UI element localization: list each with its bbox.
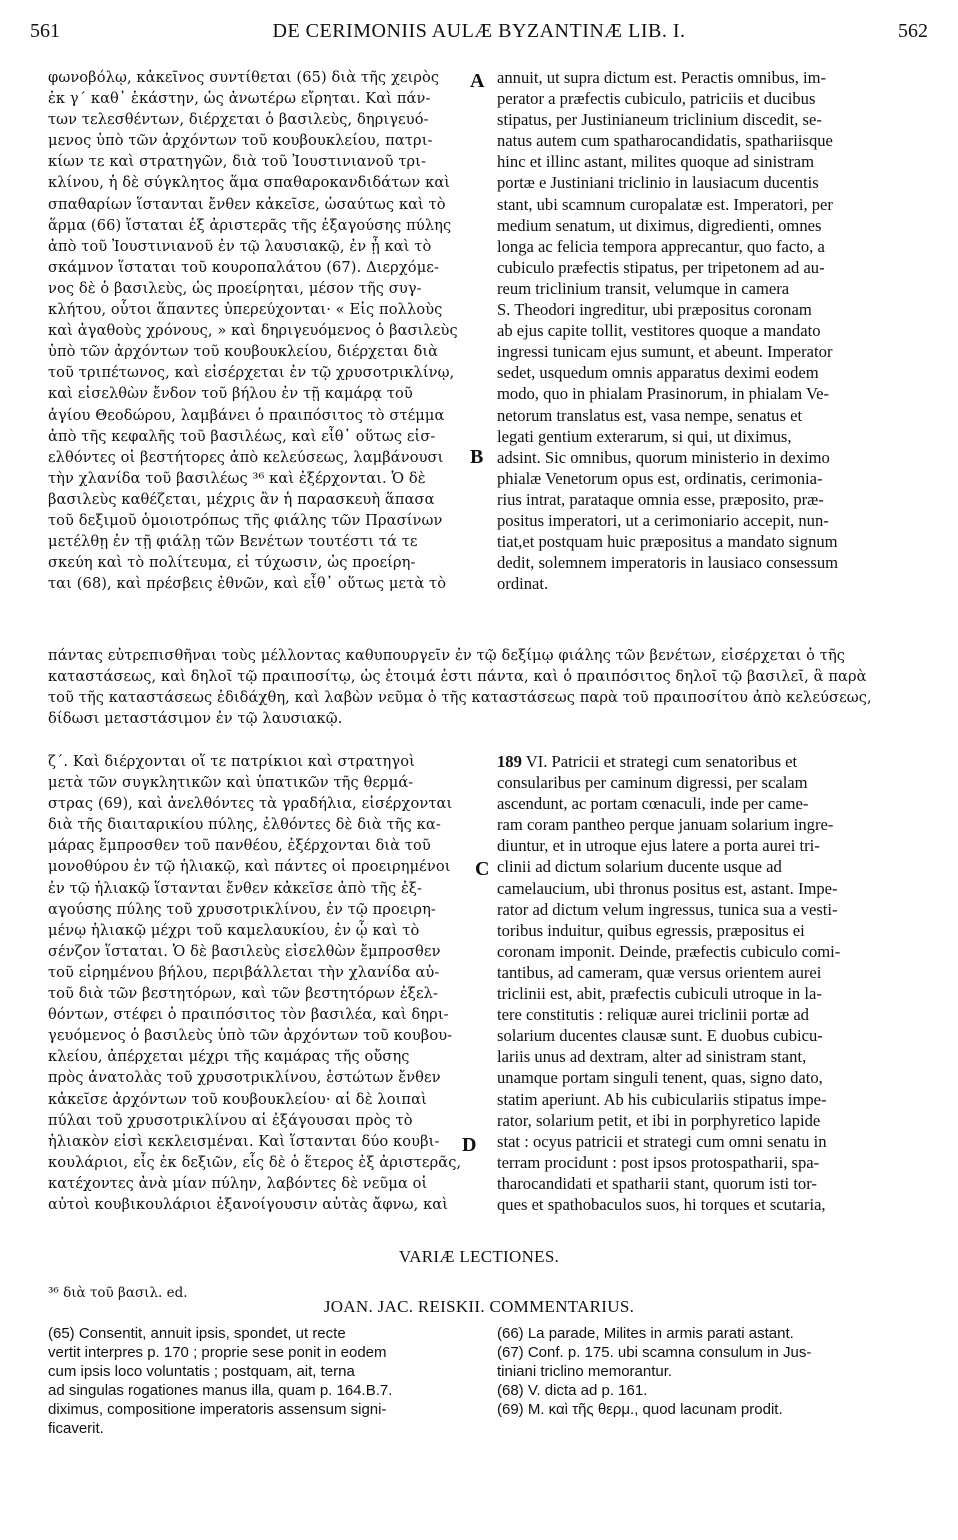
greek-text-line: καταστάσεως, καὶ δηλοῖ τῷ πραιποσίτῳ, ὡς ἑτοιμά ἐστι πάντα, καὶ ὁ πραιπόσιτος δηλοῖ τῷ βασιλεῖ, ἃ παρὰ (48, 668, 867, 685)
greek-text-line: φωνοβόλῳ, κἀκεῖνος συντίθεται (65) διὰ τῆς χειρὸς (48, 69, 440, 86)
latin-text-line: dedit, solemnem imperatoris in lausiaco consessum (497, 553, 839, 573)
latin-text-line: ascendunt, ac portam cœnaculi, inde per came- (497, 794, 809, 814)
latin-text-line: adsint. Sic omnibus, quorum ministerio in deximo (497, 447, 830, 467)
latin-text-line: rator, solarium petit, et ibi in porphyretico lapide (497, 1110, 821, 1130)
commentary-note-line: (66) La parade, Milites in armis parati astant. (497, 1325, 794, 1342)
greek-text-line: σκάμνον ἵσταται τοῦ κουροπαλάτου (67). Διερχόμε- (48, 258, 439, 276)
latin-text-line: camelaucium, ubi thronus positus est, astant. Impe- (497, 878, 838, 898)
greek-text-line: τοῦ διὰ τῶν βεστητόρων, καὶ τῶν βεστητόρων ἐξελ- (48, 985, 438, 1003)
greek-text-line: ἐν τῷ ἡλιακῷ ἵστανται ἔνθεν κἀκεῖσε ἀπὸ τῆς ἐξ- (48, 879, 423, 897)
greek-text-line: ται (68), καὶ πρέσβεις ἐθνῶν, καὶ εἶθ᾽ οὕτως μετὰ τὸ (48, 575, 447, 593)
greek-text-line: κλήτου, οὗτοι ἅπαντες ὑπερεύχονται· « Εἰς πολλοὺς (48, 301, 443, 319)
latin-column-bottom (497, 751, 927, 1214)
latin-text-line: perator a præfectis cubiculo, patriciis et ducibus (497, 89, 816, 109)
commentary-note-line: (68) V. dicta ad p. 161. (497, 1382, 648, 1399)
latin-text-line: positus imperatori, ut a cerimoniario accepit, nun- (497, 510, 829, 530)
latin-column-top (497, 67, 927, 594)
section-number: 189 (497, 752, 522, 771)
greek-text-line: ἀπὸ τοῦ Ἰουστινιανοῦ ἐν τῷ λαυσιακῷ, ἐν ᾗ καὶ τὸ (48, 237, 432, 255)
commentary-note-line: ad singulas rogationes manus illa, quam p. 164.B.7. (48, 1382, 393, 1399)
greek-text-line: κίων τε καὶ στρατηγῶν, διὰ τοῦ Ἰουστινιανοῦ τρι- (48, 153, 427, 171)
section-vi-first-text: VI. Patricii et strategi cum senatoribus et (521, 752, 798, 771)
latin-text-line: ques et spathobaculos suos, hi torques et scutaria, (497, 1194, 826, 1214)
latin-text-line: coronam imponit. Deinde, præfectis cubiculo comi- (497, 941, 841, 961)
greek-text-line: τὴν χλανίδα τοῦ βασιλέως ³⁶ καὶ ἐξέρχονται. Ὁ δὲ (48, 469, 426, 487)
latin-text-line: portæ e Justiniani triclinio in lausiacum ducentis (497, 173, 819, 193)
latin-text-line: medium senatum, ut diximus, digredienti, omnes (497, 215, 822, 235)
latin-text-line: tere constitutis : reliquæ aurei triclinii portæ ad (497, 1005, 809, 1025)
commentary-note-line: cum ipsis loco voluntatis ; postquam, ait, terna (48, 1363, 355, 1380)
greek-text-line: ἀπὸ τῆς κεφαλῆς τοῦ βασιλέως, καὶ εἶθ᾽ οὕτως εἰσ- (48, 427, 436, 445)
latin-text-line: legati gentium exterarum, si qui, ut diximus, (497, 426, 792, 446)
margin-letter-a: A (470, 70, 485, 92)
greek-text-line: κλείου, ἀπέρχεται μέχρι τῆς καμάρας τῆς οὔσης (48, 1048, 410, 1066)
greek-text-line: στρας (69), καὶ ἀνελθόντες τὰ γραδήλια, εἰσέρχονται (48, 795, 453, 813)
greek-text-line: καὶ εἰσελθὼν ἔνδον τοῦ βήλου ἐν τῇ καμάρᾳ τοῦ (48, 385, 413, 403)
greek-column-bottom (48, 751, 478, 1215)
commentary-notes-left (48, 1324, 392, 1438)
latin-text-line: cubiculo præfectis stipatus, per tripetonem ad au- (497, 257, 825, 277)
greek-text-line: κλίνου, ἡ δὲ σύγκλητος ἅμα σπαθαροκανδιδάτων καὶ (48, 174, 451, 192)
latin-text-line: rius intrat, parataque omnia esse, præposito, præ- (497, 489, 824, 509)
greek-text-line: κατέχοντες ἀνὰ μίαν πύλην, λαβόντες δὲ νεῦμα οἱ (48, 1174, 428, 1192)
commentary-notes-right (497, 1324, 811, 1419)
commentary-note-line: (65) Consentit, annuit ipsis, spondet, ut recte (48, 1325, 346, 1342)
commentary-note-line: vertit interpres p. 170 ; proprie sese ponit in eodem (48, 1344, 387, 1361)
latin-text-line: sedet, usquedum omnis apparatus deximi eodem (497, 363, 819, 383)
greek-text-line: μετέλθῃ ἐν τῇ φιάλῃ τῶν Βενέτων τουτέστι τά τε (48, 533, 418, 551)
greek-text-line: μονοθύρου ἐν τῷ ἡλιακῷ, καὶ πάντες οἱ προειρημένοι (48, 858, 451, 876)
variae-lectiones-heading: VARIÆ LECTIONES. (398, 1247, 560, 1266)
latin-text-line: solarium ducentes clausæ sunt. E duobus cubicu- (497, 1026, 823, 1046)
greek-text-line: ἐκ γ΄ καθ᾽ ἑκάστην, ὡς ἀνωτέρω εἴρηται. Καὶ πάν- (48, 90, 431, 108)
greek-text-line: διὰ τῆς διαιταρικίου πύλης, ἐλθόντες δὲ διὰ τῆς κα- (48, 816, 441, 834)
greek-text-line: ελθόντες οἱ βεστήτορες ἀπὸ κελεύσεως, λαμβάνουσι (48, 448, 444, 466)
latin-text-line: ingressi tunicam ejus sumunt, et abeunt. Imperator (497, 342, 833, 362)
latin-text-line: reum triclinium transit, velumque in camera (497, 278, 790, 298)
latin-text-line: ram coram pantheo perque januam solarium ingre- (497, 815, 834, 835)
greek-text-line: βασιλεὺς καθέζεται, μέχρις ἂν ἡ παρασκευὴ ἅπασα (48, 490, 435, 508)
latin-text-line: terram procidunt : post ipsos protospatharii, spa- (497, 1152, 820, 1172)
latin-text-line: tharocandidati et spatharii stant, quorum isti tor- (497, 1173, 817, 1193)
latin-text-line: triclinii est, abit, præfectis cubiculi utroque in la- (497, 984, 822, 1004)
greek-text-line: μένῳ ἡλιακῷ μέχρι τοῦ καμελαυκίου, ἐν ᾧ καὶ τὸ (48, 921, 420, 939)
greek-text-line: κἀκεῖσε ἀρχόντων τοῦ κουβουκλείου· αἱ δὲ λοιπαὶ (48, 1090, 427, 1108)
latin-text-line: clinii ad dictum solarium ducente usque ad (497, 857, 782, 877)
section-vi-first-line (497, 751, 927, 772)
running-title: DE CERIMONIIS AULÆ BYZANTINÆ LIB. I. (272, 20, 686, 42)
latin-text-line: rator ad dictum velum ingressus, tunica sua a vesti- (497, 899, 838, 919)
greek-text-line: αγούσης πύλης τοῦ χρυσοτρικλίνου, ἐν τῷ προειρη- (48, 900, 436, 918)
commentary-note-line: diximus, compositione imperatoris assensum signi- (48, 1401, 387, 1418)
latin-text-line: natus autem cum spatharocandidatis, spathariisque (497, 131, 833, 151)
greek-text-line: καὶ ἀγαθοὺς χρόνους, » καὶ δηριγευόμενος ὁ βασιλεὺς (48, 322, 458, 340)
margin-letter-c: C (475, 858, 490, 880)
latin-text-line: S. Theodori ingreditur, ubi præpositus coronam (497, 300, 812, 320)
commentary-note-line: (67) Conf. p. 175. ubi scamna consulum in Jus- (497, 1344, 812, 1361)
latin-text-line: annuit, ut supra dictum est. Peractis omnibus, im- (497, 68, 827, 87)
greek-text-line: ὑπὸ τῶν ἀρχόντων τοῦ κουβουκλείου, διέρχεται διὰ (48, 343, 439, 361)
greek-text-line: θόντων, στέφει ὁ πραιπόσιτος τὸν βασιλέα, καὶ δηρι- (48, 1006, 449, 1024)
greek-text-line: των τελεσθέντων, διέρχεται ὁ βασιλεὺς, δηριγευό- (48, 111, 429, 129)
greek-text-line: ἅρμα (66) ἵσταται ἐξ ἀριστερᾶς τῆς ἐξαγούσης πύλης (48, 216, 452, 234)
margin-letter-d: D (462, 1134, 477, 1156)
latin-text-line: unamque portam singuli tenent, quas, signo dato, (497, 1068, 823, 1088)
latin-text-line: ordinat. (497, 574, 549, 594)
latin-text-line: lariis unus ad dextram, alter ad sinistram stant, (497, 1047, 807, 1067)
latin-text-line: diuntur, et in utroque ejus latere a porta aurei tri- (497, 836, 820, 856)
variant-reading-note: ³⁶ διὰ τοῦ βασιλ. ed. (48, 1285, 188, 1301)
latin-text-line: tantibus, ad cameram, quæ versus orientem aurei (497, 962, 822, 982)
commentary-note-line: (69) M. καὶ τῆς θερμ., quod lacunam prodit. (497, 1401, 783, 1418)
greek-text-line: κουλάριοι, εἷς ἐκ δεξιῶν, εἷς δὲ ὁ ἕτερος ἐξ ἀριστερᾶς, (48, 1153, 462, 1171)
commentary-note-line: ficaverit. (48, 1420, 104, 1437)
greek-text-line: τοῦ δεξιμοῦ ὁμοιοτρόπως τῆς φιάλης τῶν Πρασίνων (48, 511, 443, 529)
page-number-left: 561 (30, 20, 60, 42)
greek-text-line: μάρας ἔμπροσθεν τοῦ πανθέου, ἐξέρχονται διὰ τοῦ (48, 837, 431, 855)
latin-text-line: tiat,et postquam huic præpositus a mandato signum (497, 532, 838, 552)
latin-column-bottom-rest (497, 772, 927, 1214)
greek-text-line: ἁγίου Θεοδώρου, λαμβάνει ὁ πραιπόσιτος τὸ στέμμα (48, 406, 445, 424)
page-number-right: 562 (898, 20, 928, 42)
greek-text-line: τοῦ εἰρημένου βήλου, περιβάλλεται τὴν χλανίδα αὐ- (48, 963, 440, 981)
greek-text-line: σκεύη καὶ τὸ πολίτευμα, εἰ τύχωσιν, ὡς προείρη- (48, 554, 416, 572)
greek-text-line: πύλαι τοῦ χρυσοτρικλίνου αἱ ἐξάγουσαι πρὸς τὸ (48, 1111, 413, 1129)
latin-text-line: consularibus per caminum digressi, per scalam (497, 773, 808, 793)
greek-text-line: μετὰ τῶν συγκλητικῶν καὶ ὑπατικῶν τῆς θερμά- (48, 774, 414, 792)
greek-text-line: τοῦ τῆς καταστάσεως ἐδιδάχθη, καὶ λαβὼν νεῦμα ὁ τῆς καταστάσεως παρὰ τοῦ πραιποσίτου ἀπὸ κελεύσεως, (48, 689, 872, 706)
running-header (30, 20, 928, 52)
greek-text-line: σένζον ἵσταται. Ὁ δὲ βασιλεὺς εἰσελθὼν ἔμπροσθεν (48, 942, 441, 960)
latin-text-line: netorum translatus est, vasa nempe, senatus et (497, 405, 803, 425)
latin-text-line: stant, ubi scamnum curopalatæ est. Imperatori, per (497, 194, 833, 214)
greek-text-line: σπαθαρίων ἵστανται ἔνθεν κἀκεῖσε, ὡσαύτως καὶ τὸ (48, 195, 446, 213)
latin-text-line: hinc et illinc astant, milites quoque ad sinistram (497, 152, 815, 172)
latin-text-line: stat : ocyus patricii et strategi cum omni senatu in (497, 1131, 827, 1151)
greek-text-line: τοῦ τριπέτωνος, καὶ εἰσέρχεται ἐν τῷ χρυσοτρικλίνῳ, (48, 364, 455, 382)
latin-text-line: statim aperiunt. Ab his cubiculariis stipatus impe- (497, 1089, 827, 1109)
greek-text-line: μενος ὑπὸ τῶν ἀρχόντων τοῦ κουβουκλείου, πατρι- (48, 132, 433, 150)
commentary-heading: JOAN. JAC. REISKII. COMMENTARIUS. (323, 1297, 635, 1316)
greek-column-top (48, 67, 468, 594)
greek-text-line: πάντας εὐτρεπισθῆναι τοὺς μέλλοντας καθυπουργεῖν ἐν τῷ δεξίμῳ φιάλης τῶν βενέτων, εἰσέρχεται ὁ τῆς (48, 647, 846, 664)
latin-text-line: phialæ Venetorum opus est, ordinatis, cerimonia- (497, 468, 823, 488)
latin-text-line: ab ejus capite tollit, vestitores quoque a mandato (497, 321, 821, 341)
latin-text-line: modo, quo in phialam Prasinorum, in phialam Ve- (497, 384, 829, 404)
margin-letter-b: B (470, 446, 484, 468)
commentary-note-line: tiniani triclino memorantur. (497, 1363, 673, 1380)
latin-text-line: longa ac felicia tempora apprecantur, quo facto, a (497, 236, 825, 256)
greek-text-line: γευόμενος ὁ βασιλεὺς ὑπὸ τῶν ἀρχόντων τοῦ κουβου- (48, 1027, 453, 1045)
greek-text-line: ζ΄. Καὶ διέρχονται οἵ τε πατρίκιοι καὶ στρατηγοὶ (48, 753, 415, 770)
greek-full-width-paragraph (48, 645, 928, 729)
greek-text-line: αὐτοὶ κουβικουλάριοι ἐξανοίγουσιν αὐτὰς ἄφνω, καὶ (48, 1195, 449, 1213)
latin-text-line: stipatus, per Justinianeum triclinium discedit, se- (497, 110, 822, 130)
greek-text-line: ἡλιακὸν εἰσὶ κεκλεισμέναι. Καὶ ἵστανται δύο κουβι- (48, 1132, 440, 1150)
latin-text-line: toribus induitur, quibus egressis, præpositus ei (497, 920, 805, 940)
greek-text-line: νος δὲ ὁ βασιλεὺς, ὡς προείρηται, μέσον τῆς συγ- (48, 279, 422, 297)
greek-text-line: δίδωσι μεταστάσιμον ἐν τῷ λαυσιακῷ. (48, 710, 343, 727)
greek-text-line: πρὸς ἀνατολὰς τοῦ χρυσοτρικλίνου, ἑστώτων ἔνθεν (48, 1069, 441, 1087)
